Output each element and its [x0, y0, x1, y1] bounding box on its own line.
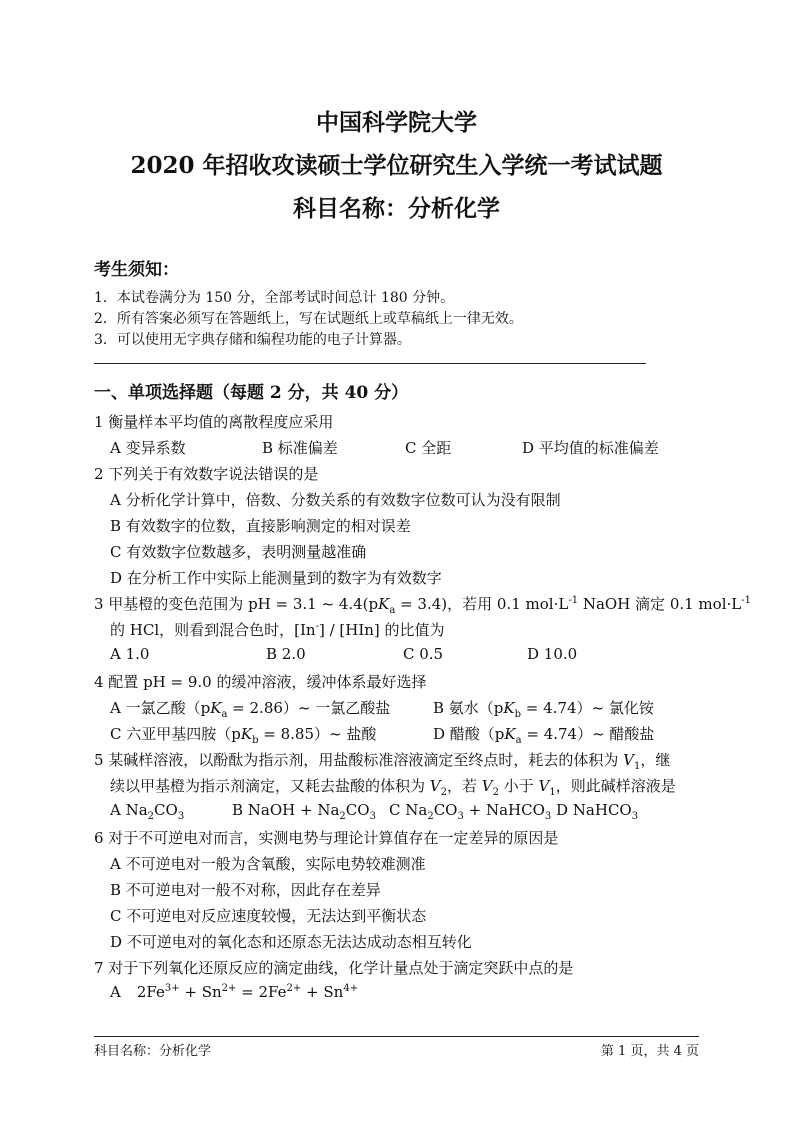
- q4-d-sub: a: [515, 735, 522, 746]
- q4-a-val: = 2.86）~ 一氯乙酸盐: [227, 699, 391, 717]
- q4-b-sub: b: [514, 709, 522, 720]
- q1-option-d: D 平均值的标准偏差: [522, 439, 659, 457]
- section-title: 一、单项选择题（每题 2 分，共 40 分）: [94, 383, 409, 403]
- q6-option-b: B 不可逆电对一般不对称，因此存在差异: [110, 881, 381, 899]
- question-4-stem: 4 配置 pH = 9.0 的缓冲溶液，缓冲体系最好选择: [94, 673, 427, 691]
- q5-line1: 5 某碱样溶液，以酚酞为指示剂，用盐酸标准溶液滴定至终点时，耗去的体积为: [94, 751, 624, 769]
- q4-b-val: = 4.74）~ 氯化铵: [521, 699, 654, 717]
- q5-c2: 2: [427, 811, 434, 822]
- q6-option-d: D 不可逆电对的氧化态和还原态无法达成动态相互转化: [110, 933, 472, 951]
- q5-a4: 3: [177, 811, 185, 822]
- q5-a1: A Na: [110, 801, 148, 819]
- q4-d-k: K: [504, 725, 516, 743]
- q4-c-k: K: [240, 725, 253, 743]
- q5-option-b: [232, 801, 376, 822]
- q5-v2: V: [429, 777, 441, 795]
- q4-c-sub: b: [252, 735, 259, 746]
- q4-a-k: K: [210, 699, 222, 717]
- q3-sup: -: [315, 621, 319, 632]
- q4-b-k: K: [503, 699, 515, 717]
- question-6-stem: 6 对于不可逆电对而言，实测电势与理论计算值存在一定差异的原因是: [94, 829, 559, 847]
- q1-option-b: B 标准偏差: [262, 439, 338, 457]
- q3-text-2: = 3.4)，若用 0.1 mol·L: [395, 595, 569, 613]
- q5-v1b: V: [538, 777, 550, 795]
- notice-heading: 考生须知：: [94, 260, 179, 280]
- q5-v2b-sub: 2: [492, 787, 499, 798]
- q4-d-pre: D 醋酸（p: [433, 725, 505, 743]
- q7-t2: + Sn: [179, 983, 222, 1001]
- q1-option-a: A 变异系数: [110, 439, 186, 457]
- q6-option-a: A 不可逆电对一般为含氧酸，实际电势较难测准: [110, 855, 426, 873]
- q4-a-pre: A 一氯乙酸（p: [110, 699, 211, 717]
- q4-c-val: = 8.85）~ 盐酸: [258, 725, 377, 743]
- q5-v2b: V: [481, 777, 493, 795]
- question-5-stem-2: [110, 775, 676, 798]
- q7-t1: 2Fe: [136, 983, 165, 1001]
- q5-line2-a: 续以甲基橙为指示剂滴定，又耗去盐酸的体积为: [110, 777, 430, 795]
- q5-c3: CO: [433, 801, 458, 819]
- q7-s4: 4+: [343, 983, 359, 994]
- q6-option-c: C 不可逆电对反应速度较慢，无法达到平衡状态: [110, 907, 427, 925]
- q5-v-sub: 1: [633, 761, 641, 772]
- notice-item: 3．可以使用无字典存储和编程功能的电子计算器。: [94, 332, 411, 348]
- q3-option-d: D 10.0: [527, 645, 578, 663]
- q7-s3: 2+: [286, 983, 302, 994]
- q5-c6: 3: [544, 811, 552, 822]
- q2-option-a: A 分析化学计算中，倍数、分数关系的有效数字位数可认为没有限制: [110, 491, 561, 509]
- q5-a2: 2: [147, 811, 155, 822]
- q5-v1b-sub: 1: [549, 787, 556, 798]
- q3-k-sub: a: [389, 605, 396, 616]
- q5-b4: 3: [369, 811, 376, 822]
- q4-b-pre: B 氨水（p: [433, 699, 504, 717]
- q5-line2-b: ，若: [447, 777, 482, 795]
- q5-d2: 3: [631, 811, 639, 822]
- q7-a-label: A: [110, 983, 121, 1001]
- q7-s2: 2+: [221, 983, 237, 994]
- question-7-stem: 7 对于下列氧化还原反应的滴定曲线，化学计量点处于滴定突跃中点的是: [94, 959, 574, 977]
- q3-option-b: B 2.0: [266, 645, 306, 663]
- question-3-stem-2: [110, 619, 445, 640]
- q3-exp-1: -1: [568, 595, 579, 606]
- q2-option-d: D 在分析工作中实际上能测量到的数字为有效数字: [110, 569, 442, 587]
- q3-text-3: NaOH 滴定 0.1 mol·L: [578, 595, 742, 613]
- divider: [94, 363, 646, 364]
- q3-line2-b: ] / [HIn] 的比值为: [318, 621, 445, 639]
- footer-page-number: 第 1 页，共 4 页: [600, 1044, 699, 1059]
- question-3-stem: [94, 593, 751, 616]
- q5-v2-sub: 2: [440, 787, 447, 798]
- q2-option-c: C 有效数字位数越多，表明测量越准确: [110, 543, 367, 561]
- exam-title: 2020 年招收攻读硕士学位研究生入学统一考试试题: [130, 152, 663, 179]
- q3-k: K: [378, 595, 390, 613]
- q5-c1: C Na: [389, 801, 428, 819]
- q5-b2: 2: [339, 811, 346, 822]
- q2-option-b: B 有效数字的位数，直接影响测定的相对误差: [110, 517, 411, 535]
- q3-text-1: 3 甲基橙的变色范围为 pH = 3.1 ~ 4.4(p: [94, 595, 379, 613]
- question-2-stem: 2 下列关于有效数字说法错误的是: [94, 465, 319, 483]
- q4-option-c: [110, 723, 376, 746]
- q5-a3: CO: [154, 801, 178, 819]
- q1-option-c: C 全距: [405, 439, 452, 457]
- q5-d1: D NaHCO: [556, 801, 632, 819]
- q4-d-val: = 4.74）~ 醋酸盐: [521, 725, 655, 743]
- notice-item: 1．本试卷满分为 150 分，全部考试时间总计 180 分钟。: [94, 290, 455, 306]
- school-title: 中国科学院大学: [316, 109, 477, 136]
- q5-option-c: [389, 801, 551, 822]
- q7-t4: + Sn: [301, 983, 344, 1001]
- q4-c-pre: C 六亚甲基四胺（p: [110, 725, 241, 743]
- subject-title: 科目名称：分析化学: [293, 195, 500, 222]
- q7-option-a: [110, 983, 358, 1001]
- footer-subject: 科目名称：分析化学: [94, 1044, 212, 1059]
- question-1-stem: 1 衡量样本平均值的离散程度应采用: [94, 413, 334, 431]
- q4-option-b: [433, 697, 654, 720]
- q5-b3: CO: [345, 801, 370, 819]
- q5-option-d: [556, 801, 638, 822]
- q5-line2-c: 小于: [499, 777, 539, 795]
- q5-line2-d: ，则此碱样溶液是: [555, 777, 676, 795]
- notice-item: 2．所有答案必须写在答题纸上，写在试题纸上或草稿纸上一律无效。: [94, 311, 523, 327]
- q7-s1: 3+: [164, 983, 180, 994]
- q7-t3: = 2Fe: [236, 983, 287, 1001]
- q4-option-a: [110, 697, 390, 720]
- q5-c4: 3: [457, 811, 464, 822]
- q5-option-a: [110, 801, 184, 822]
- q3-option-c: C 0.5: [403, 645, 444, 663]
- q5-tail: ，继: [640, 751, 671, 769]
- q3-exp-2: -1: [741, 595, 751, 606]
- q5-v: V: [623, 751, 634, 769]
- q5-b1: B NaOH + Na: [232, 801, 340, 819]
- q3-line2-a: 的 HCl，则看到混合色时，[In: [110, 621, 316, 639]
- q4-option-d: [433, 723, 654, 746]
- q3-option-a: A 1.0: [110, 645, 150, 663]
- footer-rule: [94, 1036, 699, 1037]
- q4-a-sub: a: [221, 709, 228, 720]
- q5-c5: + NaHCO: [463, 801, 545, 819]
- question-5-stem: [94, 749, 670, 772]
